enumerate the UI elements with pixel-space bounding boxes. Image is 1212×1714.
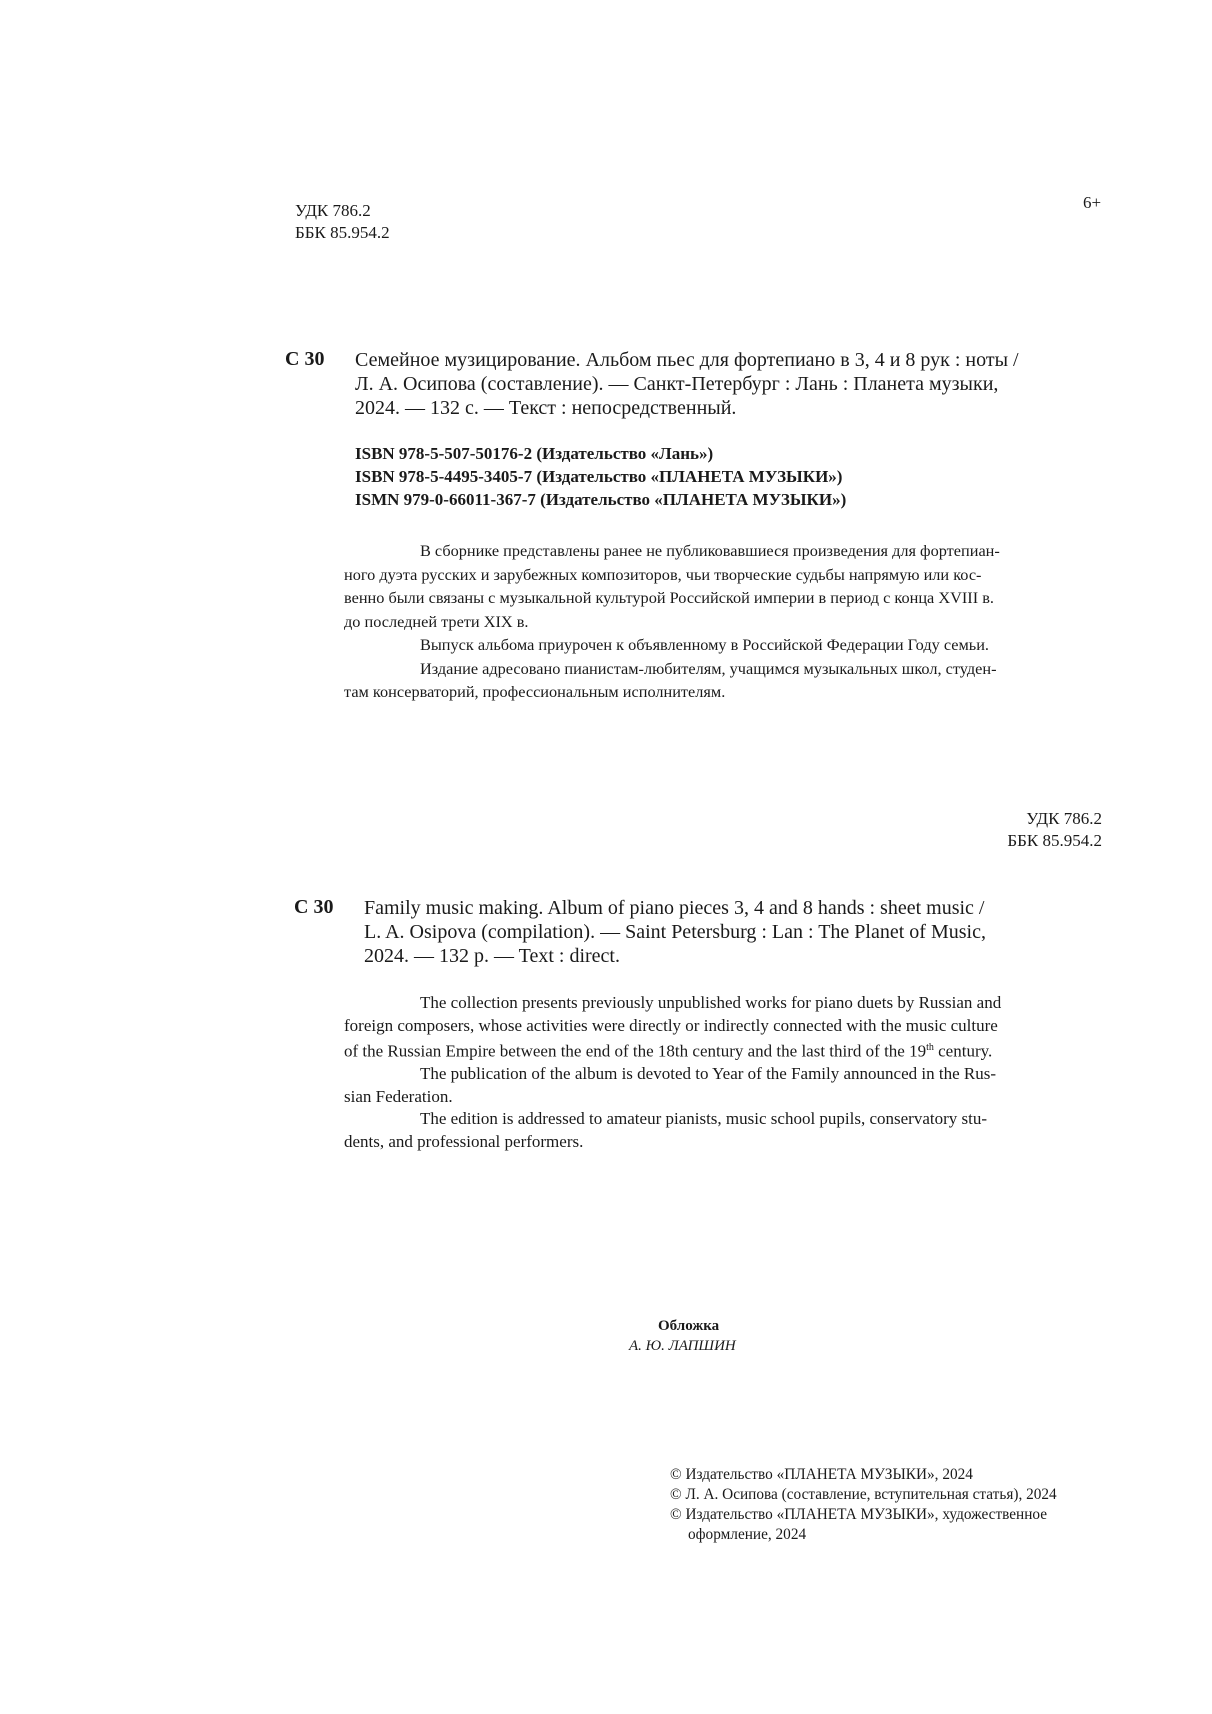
en-abstract-line: dents, and professional performers. — [344, 1131, 584, 1151]
en-abstract-line: foreign composers, whose activities were directly or indirectly connected with the music culture — [344, 1015, 998, 1035]
bbk-code: ББК 85.954.2 — [295, 223, 390, 242]
isbn-list — [355, 442, 846, 511]
en-entry-line: L. A. Osipova (compilation). — Saint Petersburg : Lan : The Planet of Music, — [364, 921, 986, 943]
cover-credit-author: А. Ю. ЛАПШИН — [629, 1338, 736, 1354]
classification-top — [295, 200, 390, 244]
cover-credit-title: Обложка — [658, 1318, 720, 1334]
copyright-line: © Л. А. Осипова (составление, вступительная статья), 2024 — [670, 1486, 1057, 1503]
ru-abstract-line: ного дуэта русских и зарубежных композиторов, чьи творческие судьбы напрямую или кос- — [344, 564, 982, 584]
bbk-code: ББК 85.954.2 — [1007, 831, 1102, 850]
udk-code: УДК 786.2 — [1026, 809, 1102, 828]
en-abstract-line: sian Federation. — [344, 1086, 453, 1106]
en-abstract-line: The publication of the album is devoted to Year of the Family announced in the Rus- — [420, 1064, 996, 1084]
en-entry-line: Family music making. Album of piano pieces 3, 4 and 8 hands : sheet music / — [364, 897, 985, 919]
isbn-item: ISBN 978-5-4495-3405-7 (Издательство «ПЛАНЕТА МУЗЫКИ») — [355, 467, 843, 486]
classification-bottom — [1007, 808, 1102, 852]
superscript-th: th — [926, 1042, 934, 1053]
copyright-line: оформление, 2024 — [688, 1526, 807, 1543]
en-abstract-text: of the Russian Empire between the end of the 18th century and the last third of the 19 — [344, 1041, 927, 1061]
en-abstract — [344, 992, 1104, 1153]
en-entry-description — [364, 896, 986, 968]
en-abstract-line — [344, 1037, 1104, 1063]
en-abstract-line: The edition is addressed to amateur pianists, music school pupils, conservatory stu- — [420, 1109, 988, 1129]
isbn-item: ISBN 978-5-507-50176-2 (Издательство «Лань») — [355, 444, 714, 463]
udk-code: УДК 786.2 — [295, 201, 371, 220]
ru-abstract-line: Выпуск альбома приурочен к объявленному в Российской Федерации Году семьи. — [420, 635, 989, 654]
en-abstract-line: The collection presents previously unpublished works for piano duets by Russian and — [420, 993, 1002, 1012]
en-entry-line: 2024. — 132 p. — Text : direct. — [364, 945, 620, 967]
ismn-item: ISMN 979-0-66011-367-7 (Издательство «ПЛАНЕТА МУЗЫКИ») — [355, 490, 847, 509]
copyright-line: © Издательство «ПЛАНЕТА МУЗЫКИ», художественное — [670, 1506, 1048, 1523]
ru-entry-line: Л. А. Осипова (составление). — Санкт-Петербург : Лань : Планета музыки, — [355, 373, 999, 395]
ru-entry-line: 2024. — 132 с. — Текст : непосредственный. — [355, 397, 737, 419]
ru-abstract-line: до последней трети XIX в. — [344, 611, 529, 631]
ru-entry-description — [355, 348, 1019, 420]
ru-entry-line: Семейное музицирование. Альбом пьес для фортепиано в 3, 4 и 8 рук : ноты / — [355, 349, 1019, 371]
ru-abstract-line: Издание адресовано пианистам-любителям, учащимся музыкальных школ, студен- — [420, 658, 997, 678]
ru-entry-code: С 30 — [285, 348, 325, 370]
age-rating: 6+ — [1083, 193, 1102, 212]
copyright-block — [670, 1465, 1057, 1545]
en-abstract-text: century. — [933, 1041, 993, 1061]
ru-abstract-line: В сборнике представлены ранее не публиковавшиеся произведения для фортепиан- — [420, 541, 1000, 560]
en-entry-code: С 30 — [294, 896, 334, 918]
ru-abstract — [344, 539, 1104, 704]
ru-abstract-line: там консерваторий, профессиональным исполнителям. — [344, 682, 726, 701]
ru-abstract-line: венно были связаны с музыкальной культурой Российской империи в период с конца XVIII в. — [344, 588, 994, 607]
copyright-line: © Издательство «ПЛАНЕТА МУЗЫКИ», 2024 — [670, 1466, 973, 1483]
